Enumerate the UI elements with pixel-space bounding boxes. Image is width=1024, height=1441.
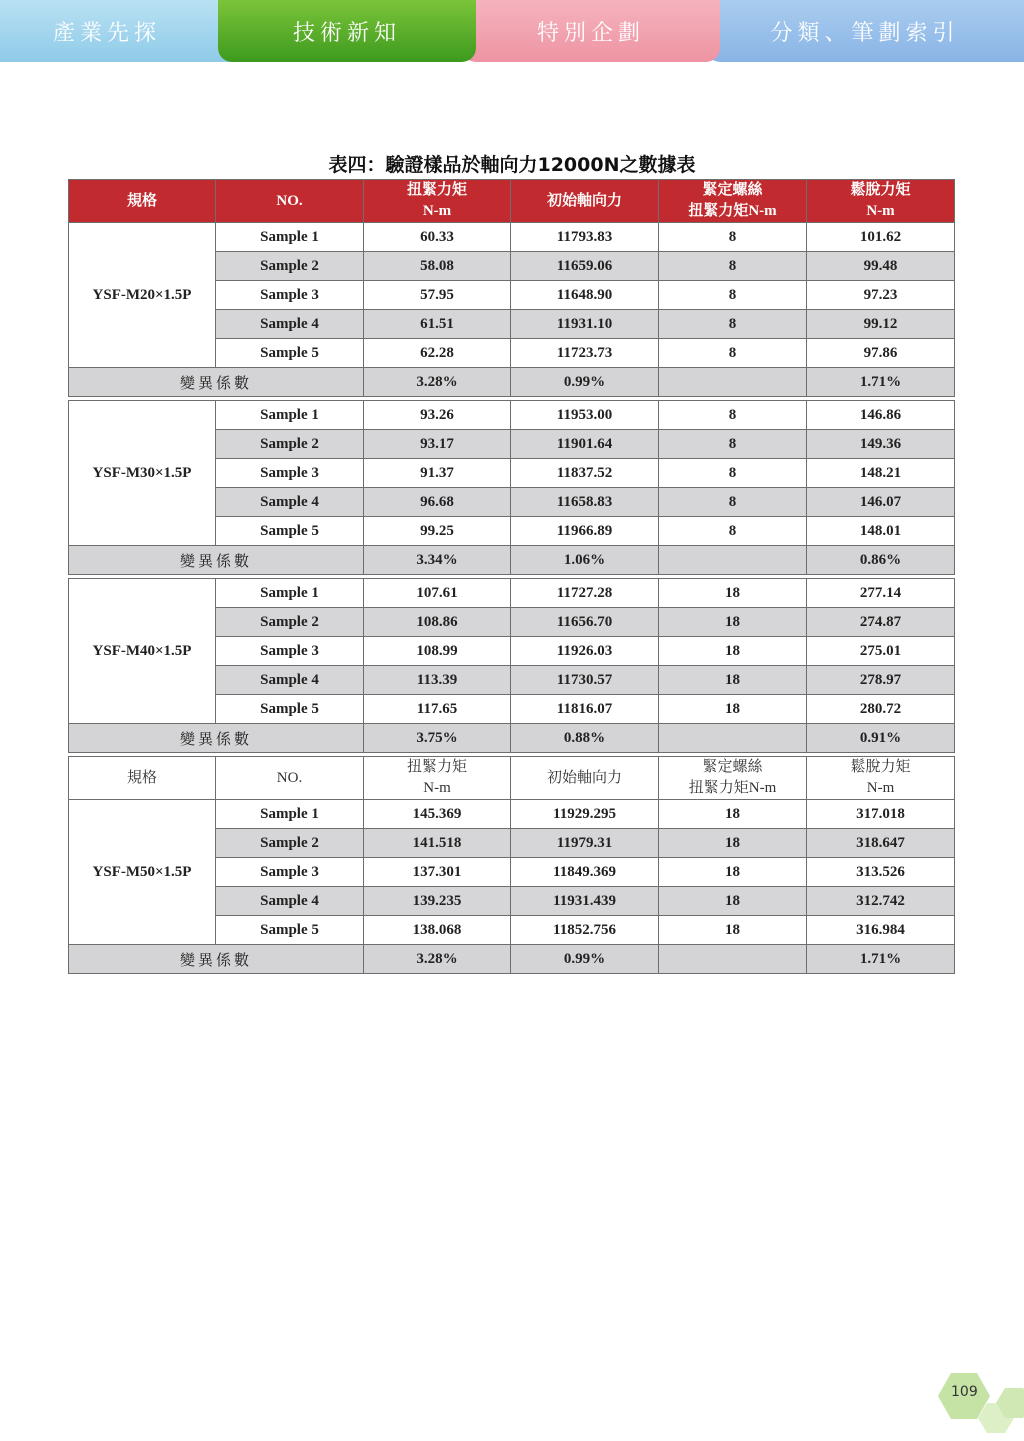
variation-label: 變異係數 xyxy=(69,945,364,974)
sample-no-cell: Sample 1 xyxy=(216,800,364,829)
loosen-torque-cell: 280.72 xyxy=(807,695,955,724)
header-loosen xyxy=(807,757,955,800)
loosen-torque-cell: 318.647 xyxy=(807,829,955,858)
set-screw-torque-cell: 8 xyxy=(659,339,807,368)
sample-no-cell: Sample 2 xyxy=(216,430,364,459)
header-spec xyxy=(69,757,216,800)
set-screw-torque-cell: 8 xyxy=(659,223,807,252)
axial-force-cell: 11849.369 xyxy=(511,858,659,887)
axial-force-cell: 11966.89 xyxy=(511,517,659,546)
spec-cell: YSF-M40×1.5P xyxy=(69,579,216,724)
header-row xyxy=(69,757,955,800)
torque-cell: 113.39 xyxy=(364,666,511,695)
torque-cell: 117.65 xyxy=(364,695,511,724)
torque-cell: 107.61 xyxy=(364,579,511,608)
tab-industry-explore[interactable] xyxy=(0,0,232,62)
header-axial xyxy=(511,757,659,800)
header-label: 初始軸向力 xyxy=(546,769,622,786)
sample-no-cell: Sample 4 xyxy=(216,666,364,695)
variation-loosen: 1.71% xyxy=(807,368,955,397)
header-set-screw xyxy=(659,180,807,223)
header-label: 扭緊力矩N-m xyxy=(688,780,777,796)
torque-cell: 139.235 xyxy=(364,887,511,916)
torque-cell: 141.518 xyxy=(364,829,511,858)
table-row xyxy=(69,401,955,430)
hexagon-badge-icon xyxy=(937,1370,1024,1437)
variation-torque: 3.75% xyxy=(364,724,511,753)
loosen-torque-cell: 146.86 xyxy=(807,401,955,430)
sample-no-cell: Sample 2 xyxy=(216,252,364,281)
set-screw-torque-cell: 18 xyxy=(659,579,807,608)
variation-loosen: 0.91% xyxy=(807,724,955,753)
torque-cell: 137.301 xyxy=(364,858,511,887)
table-group xyxy=(68,756,955,974)
table-caption: 表四：驗證樣品於軸向力12000N之數據表 xyxy=(328,154,696,176)
header-no xyxy=(216,757,364,800)
header-label: NO. xyxy=(276,769,303,786)
header-label: 緊定螺絲 xyxy=(702,759,763,775)
variation-set-screw xyxy=(659,945,807,974)
header-spec xyxy=(69,180,216,223)
set-screw-torque-cell: 8 xyxy=(659,459,807,488)
tab-index[interactable] xyxy=(706,0,1024,62)
variation-loosen: 1.71% xyxy=(807,945,955,974)
variation-axial: 0.99% xyxy=(511,368,659,397)
axial-force-cell: 11931.10 xyxy=(511,310,659,339)
set-screw-torque-cell: 18 xyxy=(659,829,807,858)
header-label: 規格 xyxy=(126,192,157,209)
header-label: 鬆脫力矩 xyxy=(850,759,911,775)
loosen-torque-cell: 274.87 xyxy=(807,608,955,637)
loosen-torque-cell: 317.018 xyxy=(807,800,955,829)
loosen-torque-cell: 148.21 xyxy=(807,459,955,488)
loosen-torque-cell: 149.36 xyxy=(807,430,955,459)
page-number-badge xyxy=(937,1370,1024,1437)
set-screw-torque-cell: 8 xyxy=(659,517,807,546)
table-group xyxy=(68,179,955,397)
torque-cell: 58.08 xyxy=(364,252,511,281)
loosen-torque-cell: 99.48 xyxy=(807,252,955,281)
axial-force-cell: 11929.295 xyxy=(511,800,659,829)
axial-force-cell: 11793.83 xyxy=(511,223,659,252)
variation-label: 變異係數 xyxy=(69,546,364,575)
torque-cell: 145.369 xyxy=(364,800,511,829)
header-no xyxy=(216,180,364,223)
variation-set-screw xyxy=(659,724,807,753)
loosen-torque-cell: 277.14 xyxy=(807,579,955,608)
header-label: 扭緊力矩 xyxy=(406,759,467,775)
set-screw-torque-cell: 8 xyxy=(659,310,807,339)
sample-no-cell: Sample 5 xyxy=(216,916,364,945)
variation-torque: 3.28% xyxy=(364,945,511,974)
axial-force-cell: 11727.28 xyxy=(511,579,659,608)
tab-label: 分類、筆劃索引 xyxy=(770,20,960,46)
sample-no-cell: Sample 3 xyxy=(216,858,364,887)
axial-force-cell: 11979.31 xyxy=(511,829,659,858)
sample-no-cell: Sample 4 xyxy=(216,488,364,517)
loosen-torque-cell: 97.86 xyxy=(807,339,955,368)
loosen-torque-cell: 313.526 xyxy=(807,858,955,887)
torque-cell: 61.51 xyxy=(364,310,511,339)
data-table xyxy=(68,179,954,977)
set-screw-torque-cell: 8 xyxy=(659,401,807,430)
axial-force-cell: 11837.52 xyxy=(511,459,659,488)
variation-axial: 0.99% xyxy=(511,945,659,974)
axial-force-cell: 11901.64 xyxy=(511,430,659,459)
header-label: N-m xyxy=(866,203,895,219)
header-label: N-m xyxy=(422,203,452,219)
header-label: 緊定螺絲 xyxy=(702,182,763,198)
variation-row xyxy=(69,945,955,974)
torque-cell: 99.25 xyxy=(364,517,511,546)
tab-label: 特別企劃 xyxy=(536,20,645,46)
tab-label: 產業先探 xyxy=(52,20,161,46)
torque-cell: 91.37 xyxy=(364,459,511,488)
header-loosen xyxy=(807,180,955,223)
spec-cell: YSF-M20×1.5P xyxy=(69,223,216,368)
axial-force-cell: 11658.83 xyxy=(511,488,659,517)
sample-no-cell: Sample 1 xyxy=(216,223,364,252)
variation-torque: 3.34% xyxy=(364,546,511,575)
axial-force-cell: 11926.03 xyxy=(511,637,659,666)
page-number: 109 xyxy=(951,1384,978,1400)
header-torque xyxy=(364,757,511,800)
sample-no-cell: Sample 2 xyxy=(216,608,364,637)
set-screw-torque-cell: 18 xyxy=(659,695,807,724)
axial-force-cell: 11723.73 xyxy=(511,339,659,368)
axial-force-cell: 11656.70 xyxy=(511,608,659,637)
table-row xyxy=(69,579,955,608)
sample-no-cell: Sample 3 xyxy=(216,459,364,488)
header-set-screw xyxy=(659,757,807,800)
sample-no-cell: Sample 4 xyxy=(216,310,364,339)
set-screw-torque-cell: 8 xyxy=(659,488,807,517)
top-navigation xyxy=(0,0,1024,62)
variation-loosen: 0.86% xyxy=(807,546,955,575)
variation-torque: 3.28% xyxy=(364,368,511,397)
sample-no-cell: Sample 1 xyxy=(216,579,364,608)
set-screw-torque-cell: 18 xyxy=(659,637,807,666)
torque-cell: 108.86 xyxy=(364,608,511,637)
torque-cell: 60.33 xyxy=(364,223,511,252)
table-row xyxy=(69,223,955,252)
header-label: NO. xyxy=(276,192,303,209)
tab-label: 技術新知 xyxy=(292,20,401,46)
variation-axial: 0.88% xyxy=(511,724,659,753)
axial-force-cell: 11953.00 xyxy=(511,401,659,430)
table-row xyxy=(69,800,955,829)
set-screw-torque-cell: 8 xyxy=(659,252,807,281)
sample-no-cell: Sample 1 xyxy=(216,401,364,430)
loosen-torque-cell: 278.97 xyxy=(807,666,955,695)
spec-cell: YSF-M50×1.5P xyxy=(69,800,216,945)
loosen-torque-cell: 148.01 xyxy=(807,517,955,546)
header-label: 初始軸向力 xyxy=(546,192,622,209)
sample-no-cell: Sample 5 xyxy=(216,695,364,724)
sample-no-cell: Sample 5 xyxy=(216,339,364,368)
header-label: N-m xyxy=(866,780,895,796)
axial-force-cell: 11931.439 xyxy=(511,887,659,916)
torque-cell: 138.068 xyxy=(364,916,511,945)
spec-cell: YSF-M30×1.5P xyxy=(69,401,216,546)
header-label: 鬆脫力矩 xyxy=(850,182,911,198)
torque-cell: 62.28 xyxy=(364,339,511,368)
table-group xyxy=(68,578,955,753)
set-screw-torque-cell: 18 xyxy=(659,608,807,637)
sample-no-cell: Sample 5 xyxy=(216,517,364,546)
loosen-torque-cell: 146.07 xyxy=(807,488,955,517)
sample-no-cell: Sample 3 xyxy=(216,637,364,666)
torque-cell: 93.17 xyxy=(364,430,511,459)
sample-no-cell: Sample 4 xyxy=(216,887,364,916)
sample-no-cell: Sample 3 xyxy=(216,281,364,310)
set-screw-torque-cell: 18 xyxy=(659,916,807,945)
header-label: 扭緊力矩 xyxy=(406,182,467,198)
axial-force-cell: 11852.756 xyxy=(511,916,659,945)
table-group xyxy=(68,400,955,575)
torque-cell: 96.68 xyxy=(364,488,511,517)
set-screw-torque-cell: 18 xyxy=(659,800,807,829)
torque-cell: 108.99 xyxy=(364,637,511,666)
set-screw-torque-cell: 8 xyxy=(659,430,807,459)
loosen-torque-cell: 275.01 xyxy=(807,637,955,666)
variation-label: 變異係數 xyxy=(69,724,364,753)
header-torque xyxy=(364,180,511,223)
header-label: 扭緊力矩N-m xyxy=(688,203,777,219)
variation-set-screw xyxy=(659,368,807,397)
set-screw-torque-cell: 18 xyxy=(659,858,807,887)
torque-cell: 57.95 xyxy=(364,281,511,310)
set-screw-torque-cell: 8 xyxy=(659,281,807,310)
loosen-torque-cell: 99.12 xyxy=(807,310,955,339)
loosen-torque-cell: 101.62 xyxy=(807,223,955,252)
tab-special-feature[interactable] xyxy=(462,0,720,62)
header-label: N-m xyxy=(423,780,451,796)
variation-row xyxy=(69,368,955,397)
variation-label: 變異係數 xyxy=(69,368,364,397)
axial-force-cell: 11816.07 xyxy=(511,695,659,724)
torque-cell: 93.26 xyxy=(364,401,511,430)
set-screw-torque-cell: 18 xyxy=(659,666,807,695)
header-axial xyxy=(511,180,659,223)
loosen-torque-cell: 97.23 xyxy=(807,281,955,310)
variation-axial: 1.06% xyxy=(511,546,659,575)
variation-row xyxy=(69,724,955,753)
axial-force-cell: 11648.90 xyxy=(511,281,659,310)
header-row xyxy=(69,180,955,223)
variation-set-screw xyxy=(659,546,807,575)
loosen-torque-cell: 316.984 xyxy=(807,916,955,945)
axial-force-cell: 11659.06 xyxy=(511,252,659,281)
variation-row xyxy=(69,546,955,575)
sample-no-cell: Sample 2 xyxy=(216,829,364,858)
tab-tech-news[interactable] xyxy=(218,0,476,62)
loosen-torque-cell: 312.742 xyxy=(807,887,955,916)
axial-force-cell: 11730.57 xyxy=(511,666,659,695)
header-label: 規格 xyxy=(126,769,157,786)
set-screw-torque-cell: 18 xyxy=(659,887,807,916)
